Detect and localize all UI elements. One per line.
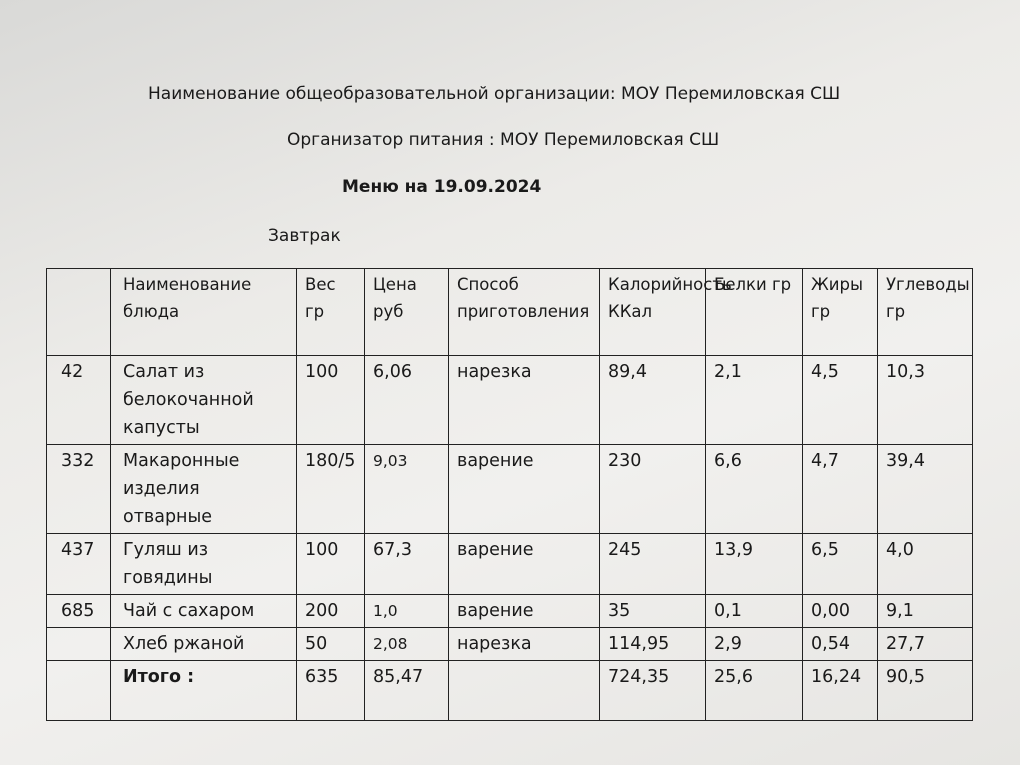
row-price: 6,06	[365, 356, 449, 445]
row-protein: 2,1	[706, 356, 803, 445]
organization-name: Наименование общеобразовательной организации: МОУ Перемиловская СШ	[148, 84, 841, 104]
row-dish-name: Салат из белокочанной капусты	[111, 356, 297, 445]
row-protein: 0,1	[706, 595, 803, 628]
row-dish-name: Макаронные изделия отварные	[111, 445, 297, 534]
row-num: 685	[47, 595, 111, 628]
row-num	[47, 628, 111, 661]
meal-label: Завтрак	[268, 226, 341, 246]
row-fat: 4,7	[803, 445, 878, 534]
row-price: 2,08	[365, 628, 449, 661]
row-dish-name: Гуляш из говядины	[111, 534, 297, 595]
total-method	[449, 661, 600, 721]
table-row	[47, 595, 973, 628]
total-row	[47, 661, 973, 721]
header-method: Способ приготовления	[449, 269, 600, 356]
header-carbs: Углеводы гр	[878, 269, 973, 356]
table-header-row	[47, 269, 973, 356]
row-protein: 6,6	[706, 445, 803, 534]
row-fat: 4,5	[803, 356, 878, 445]
row-method: нарезка	[449, 628, 600, 661]
row-method: нарезка	[449, 356, 600, 445]
total-protein: 25,6	[706, 661, 803, 721]
row-price: 1,0	[365, 595, 449, 628]
total-label: Итого :	[111, 661, 297, 721]
row-protein: 13,9	[706, 534, 803, 595]
row-fat: 0,00	[803, 595, 878, 628]
row-weight: 180/5	[297, 445, 365, 534]
total-calories: 724,35	[600, 661, 706, 721]
total-weight: 635	[297, 661, 365, 721]
row-calories: 114,95	[600, 628, 706, 661]
row-carbs: 39,4	[878, 445, 973, 534]
row-calories: 245	[600, 534, 706, 595]
row-carbs: 4,0	[878, 534, 973, 595]
row-fat: 0,54	[803, 628, 878, 661]
row-method: варение	[449, 595, 600, 628]
food-organizer: Организатор питания : МОУ Перемиловская СШ	[287, 130, 720, 150]
row-calories: 230	[600, 445, 706, 534]
header-protein: Белки гр	[706, 269, 803, 356]
header-dish-name: Наименование блюда	[111, 269, 297, 356]
row-protein: 2,9	[706, 628, 803, 661]
header-price: Цена руб	[365, 269, 449, 356]
table-row	[47, 356, 973, 445]
total-num	[47, 661, 111, 721]
menu-date-title: Меню на 19.09.2024	[342, 177, 542, 197]
row-num: 42	[47, 356, 111, 445]
row-dish-name: Хлеб ржаной	[111, 628, 297, 661]
row-weight: 200	[297, 595, 365, 628]
total-carbs: 90,5	[878, 661, 973, 721]
row-carbs: 27,7	[878, 628, 973, 661]
row-num: 437	[47, 534, 111, 595]
row-dish-name: Чай с сахаром	[111, 595, 297, 628]
total-price: 85,47	[365, 661, 449, 721]
header-num	[47, 269, 111, 356]
row-price: 67,3	[365, 534, 449, 595]
row-method: варение	[449, 534, 600, 595]
table-row	[47, 628, 973, 661]
row-weight: 50	[297, 628, 365, 661]
total-fat: 16,24	[803, 661, 878, 721]
row-fat: 6,5	[803, 534, 878, 595]
row-weight: 100	[297, 356, 365, 445]
row-calories: 89,4	[600, 356, 706, 445]
row-calories: 35	[600, 595, 706, 628]
header-weight: Вес гр	[297, 269, 365, 356]
table-row	[47, 534, 973, 595]
row-weight: 100	[297, 534, 365, 595]
header-fat: Жиры гр	[803, 269, 878, 356]
row-carbs: 10,3	[878, 356, 973, 445]
row-carbs: 9,1	[878, 595, 973, 628]
header-calories: Калорийность ККал	[600, 269, 706, 356]
menu-table	[46, 268, 973, 721]
row-method: варение	[449, 445, 600, 534]
row-num: 332	[47, 445, 111, 534]
row-price: 9,03	[365, 445, 449, 534]
table-row	[47, 445, 973, 534]
